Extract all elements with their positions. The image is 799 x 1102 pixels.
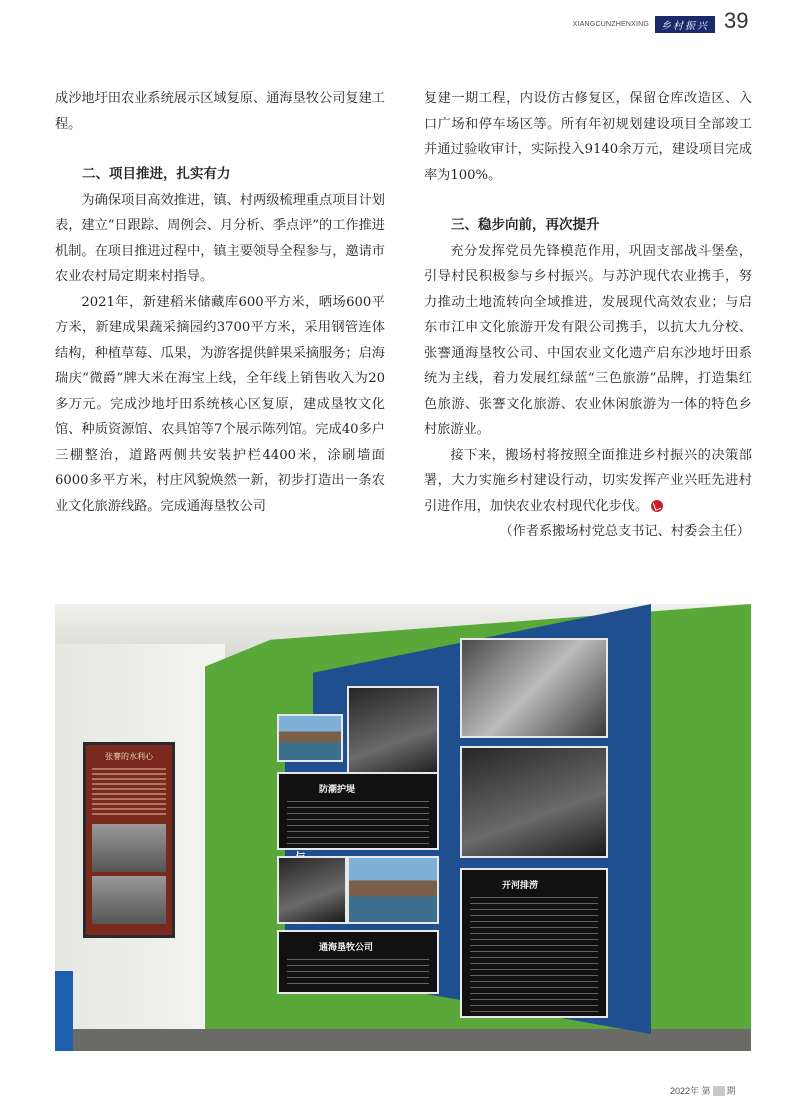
issue-number-box <box>713 1086 725 1096</box>
small-board-title: 张謇的水利心 <box>105 752 153 761</box>
text-panel-lines <box>470 897 598 1013</box>
page-number: 39 <box>724 8 749 33</box>
article-end-icon <box>651 500 663 512</box>
footer-year: 2022年 第 <box>670 1086 711 1096</box>
text-panel-lines <box>287 959 429 989</box>
board-photo <box>460 638 608 738</box>
text-panel-lines <box>287 801 429 845</box>
text-panel-title: 通海垦牧公司 <box>319 943 374 953</box>
author-signature: （作者系搬场村党总支书记、村委会主任） <box>499 524 750 539</box>
right-paragraph-3-text: 接下来，搬场村将按照全面推进乡村振兴的决策部署，大力实施乡村建设行动，切实发挥产业兴旺先进村引进作用，加快农业农村现代化步伐。 <box>424 447 752 514</box>
text-panel-title: 开河排涝 <box>502 881 539 891</box>
header-section-label: 乡村振兴 <box>655 16 715 33</box>
issue-footer <box>670 1084 736 1097</box>
running-header <box>573 12 715 36</box>
right-paragraph-2: 充分发挥党员先锋模范作用，巩固支部战斗堡垒，引导村民积极参与乡村振兴。与苏沪现代农业携手，努力推动土地流转向全域推进，发展现代高效农业；与启东市江申文化旅游开发有限公司携手，以抗大九分校、张謇通海垦牧公司、中国农业文化遗产启东沙地圩田系统为主线，着力发展红绿蓝“三色旅游”品牌，打造集红色旅游、张謇文化旅游、农业休闲旅游为一体的特色乡村旅游业。 <box>424 243 752 437</box>
right-paragraph-3 <box>424 443 752 520</box>
board-photo <box>277 856 347 924</box>
board-text-panel <box>460 868 608 1018</box>
board-text-panel <box>277 772 439 850</box>
right-column <box>424 86 752 545</box>
board-photo <box>347 686 439 778</box>
board-photo <box>277 714 343 762</box>
right-paragraph-1: 复建一期工程，内设仿古修复区，保留仓库改造区、入口广场和停车场区等。所有年初规划建设项目全部竣工并通过验收审计，实际投入9140余万元，建设项目完成率为100%。 <box>424 91 752 183</box>
small-board-image <box>92 876 166 924</box>
text-panel-title: 防潮护堤 <box>319 785 356 795</box>
small-board-text-block <box>92 768 166 818</box>
board-photo <box>347 856 439 924</box>
left-paragraph-3: 2021年，新建稻米储藏库600平方米，晒场600平方米，新建成果蔬采摘园约3700平方米，采用钢管连体结构，种植草莓、瓜果，为游客提供鲜果采摘服务；启海瑞庆“微爵”牌大米在海宝上线，全年线上销售收入为20多万元。完成沙地圩田系统核心区复原，建成垦牧文化馆、种质资源馆、农具馆等7个展示陈列馆。完成40多户三棚整治，道路两侧共安装护栏4400米，涂刷墙面6000多平方米，村庄风貌焕然一新，初步打造出一条农业文化旅游线路。完成通海垦牧公司 <box>55 294 385 514</box>
left-paragraph-1: 成沙地圩田农业系统展示区域复原、通海垦牧公司复建工程。 <box>55 91 385 132</box>
board-photo <box>460 746 608 858</box>
small-board-image <box>92 824 166 872</box>
footer-suffix: 期 <box>726 1086 736 1096</box>
photo-small-display-board <box>83 742 175 938</box>
left-column <box>55 86 385 519</box>
left-paragraph-2: 为确保项目高效推进，镇、村两级梳理重点项目计划表，建立“日跟踪、周例会、月分析、季点评”的工作推进机制。在项目推进过程中，镇主要领导全程参与，邀请市农业农村局定期来村指导。 <box>55 192 385 284</box>
exhibition-photo <box>55 604 751 1051</box>
section-heading-2: 二、项目推进，扎实有力 <box>82 166 231 182</box>
photo-blue-cabinet <box>55 971 73 1051</box>
board-text-panel <box>277 930 439 994</box>
section-heading-3: 三、稳步向前，再次提升 <box>451 217 600 233</box>
header-pinyin: XIANGCUNZHENXING <box>572 20 649 28</box>
